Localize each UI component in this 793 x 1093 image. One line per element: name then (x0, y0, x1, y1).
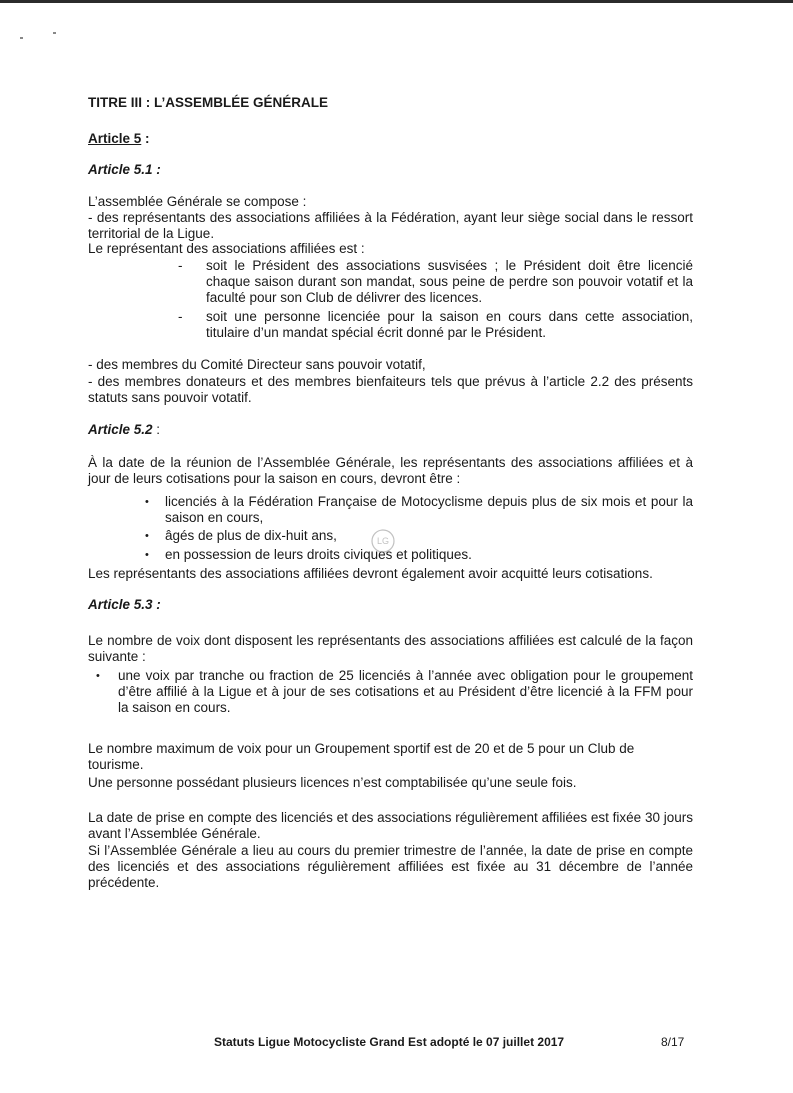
scan-top-border (0, 0, 793, 3)
list-item (145, 494, 693, 526)
article-5-3-intro: Le nombre de voix dont disposent les représentants des associations affiliées est calculé de la façon suivante : (88, 633, 693, 664)
watermark-stamp-icon (370, 528, 396, 554)
article-5-2-heading (88, 422, 693, 438)
list-item (145, 547, 693, 563)
article-5-1-para: - des membres donateurs et des membres bienfaiteurs tels que prévus à l’article 2.2 des présents statuts sans pouvoir votatif. (88, 374, 693, 405)
article-5-2-colon: : (152, 422, 161, 437)
article-5-1-dash-list (178, 258, 693, 343)
list-item-text: soit le Président des associations susvisées ; le Président doit être licencié chaque saison durant son mandat, sous peine de perdre son pouvoir votatif et la faculté pour son Club de délivrer des licences. (206, 258, 693, 305)
article-5-2-label: Article 5.2 (88, 422, 153, 437)
article-5-3-para: Le nombre maximum de voix pour un Groupement sportif est de 20 et de 5 pour un Club de tourisme. (88, 741, 635, 772)
dash-marker: - (178, 309, 183, 324)
list-item (178, 309, 693, 341)
article-5-2-bullet-list (145, 494, 693, 563)
watermark-stamp-text: LG (376, 536, 390, 546)
dash-marker: - (178, 258, 183, 273)
list-item-text: en possession de leurs droits civiques et politiques. (165, 547, 472, 562)
article-5-heading (88, 131, 693, 147)
article-5-3-heading: Article 5.3 : (88, 597, 161, 612)
list-item-text: une voix par tranche ou fraction de 25 licenciés à l’année avec obligation pour le groupement d’être affilié à la Ligue et à jour de ses cotisations et au Président d’être licencié à la FFM pour la saison en cours. (118, 668, 693, 715)
article-5-1-para: - des représentants des associations affiliées à la Fédération, ayant leur siège social dans le ressort territorial de la Ligue. (88, 210, 693, 241)
page-title: TITRE III : L’ASSEMBLÉE GÉNÉRALE (88, 95, 329, 110)
list-item-text: âgés de plus de dix-huit ans, (165, 528, 337, 543)
list-item (178, 258, 693, 306)
bullet-marker: • (145, 530, 149, 542)
article-5-1-para: - des membres du Comité Directeur sans pouvoir votatif, (88, 357, 426, 372)
article-5-1-intro: L’assemblée Générale se compose : (88, 194, 307, 209)
list-item (96, 668, 693, 716)
bullet-marker: • (145, 549, 149, 561)
page-footer: Statuts Ligue Motocycliste Grand Est adopté le 07 juillet 2017 (214, 1035, 565, 1049)
article-5-3-bullet-list (96, 668, 693, 716)
article-5-3-para: Si l’Assemblée Générale a lieu au cours du premier trimestre de l’année, la date de prise en compte des licenciés et des associations régulièrement affiliées est fixée au 31 décembre de l’année précédente. (88, 843, 693, 890)
bullet-marker: • (145, 496, 149, 508)
list-item (145, 528, 693, 544)
article-5-2-outro: Les représentants des associations affiliées devront également avoir acquitté leurs cotisations. (88, 566, 653, 581)
bullet-marker: • (96, 670, 100, 682)
page-number: 8/17 (661, 1035, 685, 1049)
article-5-1-heading: Article 5.1 : (88, 162, 161, 177)
article-5-colon: : (141, 131, 150, 146)
article-5-1-para: Le représentant des associations affiliées est : (88, 241, 365, 256)
article-5-3-para: La date de prise en compte des licenciés et des associations régulièrement affiliées est fixée 30 jours avant l’Assemblée Générale. (88, 810, 693, 841)
article-5-2-intro: À la date de la réunion de l’Assemblée Générale, les représentants des associations affiliées et à jour de leurs cotisations pour la saison en cours, devront être : (88, 455, 693, 486)
article-5-label: Article 5 (88, 131, 142, 146)
list-item-text: soit une personne licenciée pour la saison en cours dans cette association, titulaire d’un mandat spécial écrit donné par le Président. (206, 309, 693, 340)
list-item-text: licenciés à la Fédération Française de Motocyclisme depuis plus de six mois et pour la saison en cours, (165, 494, 693, 525)
scan-speck (53, 32, 56, 34)
article-5-3-para: Une personne possédant plusieurs licences n’est comptabilisée qu’une seule fois. (88, 775, 577, 790)
scan-speck (20, 37, 23, 39)
